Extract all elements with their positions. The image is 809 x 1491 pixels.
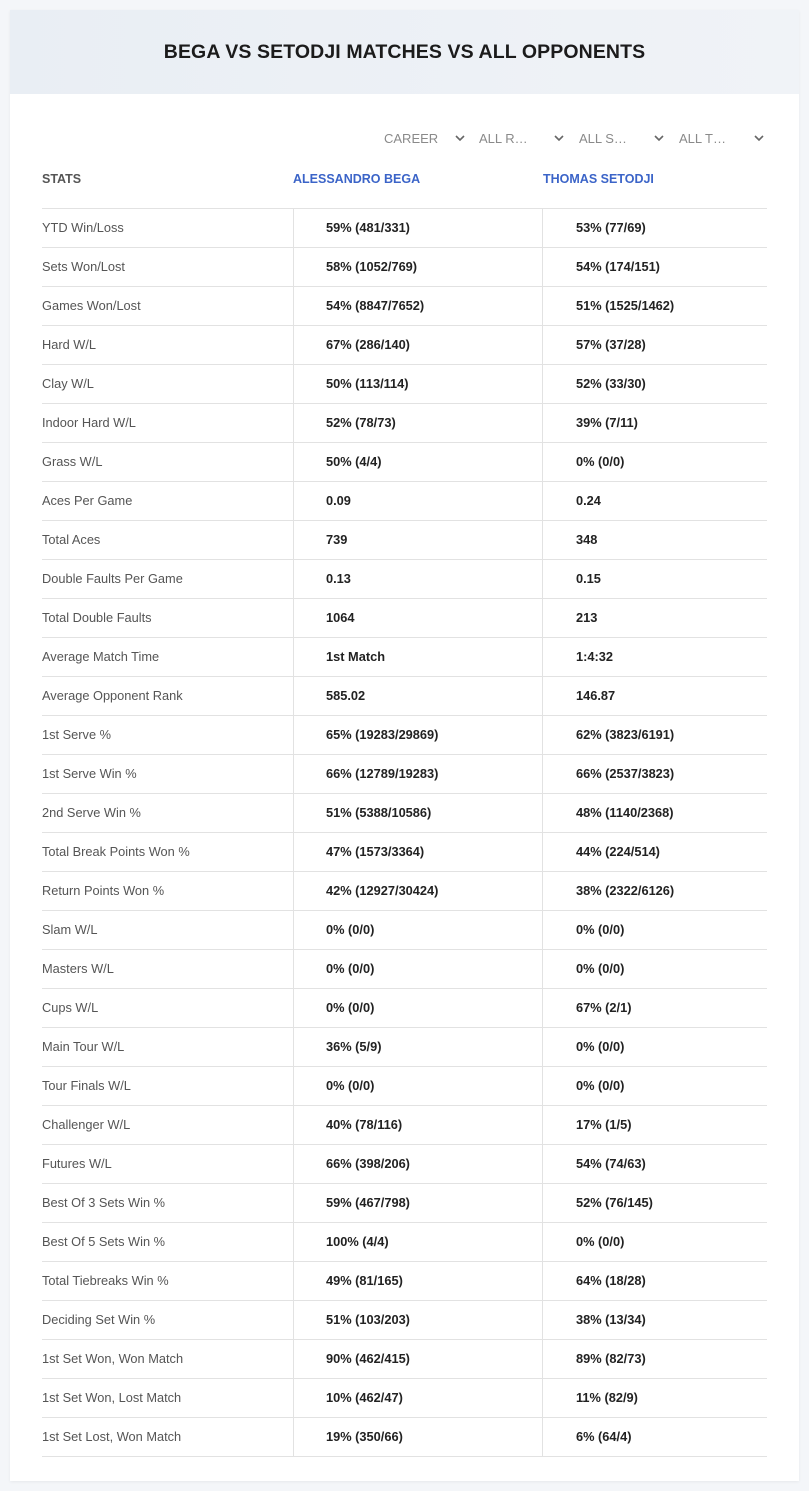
stat-value-setodji: 54% (74/63)	[542, 1145, 767, 1183]
stat-value-bega: 51% (5388/10586)	[293, 794, 543, 832]
player-link-setodji[interactable]: THOMAS SETODJI	[543, 172, 654, 186]
stat-value-bega: 0% (0/0)	[293, 1067, 543, 1105]
stat-value-setodji: 54% (174/151)	[542, 248, 767, 286]
stat-value-setodji: 0.24	[542, 482, 767, 520]
stat-value-bega: 52% (78/73)	[293, 404, 543, 442]
table-row	[42, 521, 767, 560]
stat-value-setodji: 1:4:32	[542, 638, 767, 676]
filter-label: ALL S…	[579, 130, 627, 146]
filter-label: CAREER	[384, 130, 439, 146]
filter-surface-select[interactable]	[579, 128, 665, 148]
stat-value-bega: 47% (1573/3364)	[293, 833, 543, 871]
stat-value-setodji: 0% (0/0)	[542, 443, 767, 481]
table-row	[42, 1184, 767, 1223]
stat-value-setodji: 52% (33/30)	[542, 365, 767, 403]
stat-label: 1st Set Won, Lost Match	[42, 1390, 182, 1405]
stat-value-bega: 58% (1052/769)	[293, 248, 543, 286]
stat-value-setodji: 17% (1/5)	[542, 1106, 767, 1144]
table-row	[42, 716, 767, 755]
stat-value-setodji: 0% (0/0)	[542, 1223, 767, 1261]
stat-value-bega: 42% (12927/30424)	[293, 872, 543, 910]
stats-card	[10, 10, 799, 1481]
stat-value-setodji: 0% (0/0)	[542, 911, 767, 949]
stat-label: Total Aces	[42, 532, 101, 547]
stat-value-bega: 585.02	[293, 677, 543, 715]
stat-value-setodji: 146.87	[542, 677, 767, 715]
stat-label: 1st Set Lost, Won Match	[42, 1429, 182, 1444]
stat-label: Clay W/L	[42, 376, 94, 391]
stat-label: 2nd Serve Win %	[42, 805, 141, 820]
stat-value-setodji: 0% (0/0)	[542, 950, 767, 988]
stat-value-bega: 19% (350/66)	[293, 1418, 543, 1456]
stat-label: Indoor Hard W/L	[42, 415, 136, 430]
stat-label: Total Tiebreaks Win %	[42, 1273, 169, 1288]
stat-value-bega: 0% (0/0)	[293, 989, 543, 1027]
stat-value-bega: 66% (12789/19283)	[293, 755, 543, 793]
table-row	[42, 1262, 767, 1301]
stat-label: 1st Set Won, Won Match	[42, 1351, 184, 1366]
table-row	[42, 638, 767, 677]
stat-value-bega: 40% (78/116)	[293, 1106, 543, 1144]
stat-value-bega: 66% (398/206)	[293, 1145, 543, 1183]
stat-label: Deciding Set Win %	[42, 1312, 156, 1327]
table-row	[42, 989, 767, 1028]
stat-value-bega: 1064	[293, 599, 543, 637]
table-row	[42, 1028, 767, 1067]
table-header	[42, 168, 767, 192]
stat-value-setodji: 38% (2322/6126)	[542, 872, 767, 910]
stat-value-setodji: 52% (76/145)	[542, 1184, 767, 1222]
table-row	[42, 1145, 767, 1184]
stat-value-setodji: 39% (7/11)	[542, 404, 767, 442]
table-row	[42, 209, 767, 248]
stat-label: YTD Win/Loss	[42, 220, 124, 235]
filter-label: ALL T…	[679, 130, 726, 146]
stat-label: Aces Per Game	[42, 493, 133, 508]
stat-value-bega: 0.13	[293, 560, 543, 598]
stat-label: Hard W/L	[42, 337, 97, 352]
stat-value-bega: 1st Match	[293, 638, 543, 676]
column-header-stats: STATS	[42, 172, 82, 186]
stat-label: Total Break Points Won %	[42, 844, 190, 859]
table-row	[42, 950, 767, 989]
stat-value-bega: 50% (4/4)	[293, 443, 543, 481]
stat-label: Total Double Faults	[42, 610, 152, 625]
table-row	[42, 755, 767, 794]
stat-value-setodji: 0% (0/0)	[542, 1067, 767, 1105]
filter-bar	[10, 128, 799, 148]
stat-label: Grass W/L	[42, 454, 103, 469]
page-header	[10, 10, 799, 94]
stat-label: Main Tour W/L	[42, 1039, 125, 1054]
stat-value-bega: 0.09	[293, 482, 543, 520]
stat-value-setodji: 0.15	[542, 560, 767, 598]
stat-label: Average Opponent Rank	[42, 688, 183, 703]
stat-label: 1st Serve Win %	[42, 766, 137, 781]
stat-value-bega: 59% (467/798)	[293, 1184, 543, 1222]
table-row	[42, 560, 767, 599]
stat-value-bega: 59% (481/331)	[293, 209, 543, 247]
stat-label: Futures W/L	[42, 1156, 112, 1171]
chevron-down-icon	[653, 132, 665, 144]
table-row	[42, 677, 767, 716]
stat-value-setodji: 57% (37/28)	[542, 326, 767, 364]
table-row	[42, 1301, 767, 1340]
filter-tournament-select[interactable]	[679, 128, 765, 148]
table-row	[42, 287, 767, 326]
table-row	[42, 404, 767, 443]
stat-label: Best Of 3 Sets Win %	[42, 1195, 166, 1210]
table-row	[42, 1340, 767, 1379]
stat-value-bega: 90% (462/415)	[293, 1340, 543, 1378]
chevron-down-icon	[454, 132, 466, 144]
stat-value-setodji: 0% (0/0)	[542, 1028, 767, 1066]
stat-value-setodji: 213	[542, 599, 767, 637]
table-row	[42, 1067, 767, 1106]
stat-value-setodji: 62% (3823/6191)	[542, 716, 767, 754]
stat-value-bega: 50% (113/114)	[293, 365, 543, 403]
stat-value-setodji: 6% (64/4)	[542, 1418, 767, 1456]
stat-label: Best Of 5 Sets Win %	[42, 1234, 166, 1249]
stat-label: Challenger W/L	[42, 1117, 131, 1132]
stat-label: Slam W/L	[42, 922, 98, 937]
stat-value-setodji: 48% (1140/2368)	[542, 794, 767, 832]
chevron-down-icon	[753, 132, 765, 144]
stats-table	[42, 208, 767, 1457]
table-row	[42, 326, 767, 365]
stat-value-bega: 54% (8847/7652)	[293, 287, 543, 325]
filter-period-select[interactable]	[384, 128, 466, 148]
stat-value-bega: 100% (4/4)	[293, 1223, 543, 1261]
stat-value-bega: 51% (103/203)	[293, 1301, 543, 1339]
filter-label: ALL R…	[479, 130, 528, 146]
stat-value-setodji: 66% (2537/3823)	[542, 755, 767, 793]
stat-value-bega: 65% (19283/29869)	[293, 716, 543, 754]
stat-value-setodji: 38% (13/34)	[542, 1301, 767, 1339]
stat-value-setodji: 51% (1525/1462)	[542, 287, 767, 325]
stat-value-bega: 67% (286/140)	[293, 326, 543, 364]
filter-round-select[interactable]	[479, 128, 565, 148]
stat-value-setodji: 53% (77/69)	[542, 209, 767, 247]
stat-label: Tour Finals W/L	[42, 1078, 131, 1093]
stat-label: Masters W/L	[42, 961, 114, 976]
stat-value-setodji: 89% (82/73)	[542, 1340, 767, 1378]
table-row	[42, 482, 767, 521]
table-row	[42, 1223, 767, 1262]
stat-label: Return Points Won %	[42, 883, 165, 898]
stat-value-setodji: 11% (82/9)	[542, 1379, 767, 1417]
chevron-down-icon	[553, 132, 565, 144]
stat-value-bega: 36% (5/9)	[293, 1028, 543, 1066]
stat-value-bega: 0% (0/0)	[293, 911, 543, 949]
stat-label: 1st Serve %	[42, 727, 111, 742]
stat-value-setodji: 348	[542, 521, 767, 559]
stat-label: Cups W/L	[42, 1000, 99, 1015]
table-row	[42, 1379, 767, 1418]
stat-value-bega: 739	[293, 521, 543, 559]
table-row	[42, 365, 767, 404]
table-row	[42, 794, 767, 833]
stat-label: Sets Won/Lost	[42, 259, 125, 274]
stat-value-setodji: 67% (2/1)	[542, 989, 767, 1027]
table-row	[42, 872, 767, 911]
stat-label: Games Won/Lost	[42, 298, 141, 313]
stat-value-setodji: 44% (224/514)	[542, 833, 767, 871]
table-row	[42, 833, 767, 872]
table-row	[42, 248, 767, 287]
table-row	[42, 1106, 767, 1145]
table-row	[42, 911, 767, 950]
stat-value-bega: 0% (0/0)	[293, 950, 543, 988]
stat-label: Average Match Time	[42, 649, 160, 664]
table-row	[42, 443, 767, 482]
player-link-bega[interactable]: ALESSANDRO BEGA	[293, 172, 421, 186]
stat-value-bega: 10% (462/47)	[293, 1379, 543, 1417]
table-row	[42, 599, 767, 638]
stat-value-bega: 49% (81/165)	[293, 1262, 543, 1300]
page-title: BEGA VS SETODJI MATCHES VS ALL OPPONENTS	[163, 40, 646, 63]
table-row	[42, 1418, 767, 1457]
stat-value-setodji: 64% (18/28)	[542, 1262, 767, 1300]
stat-label: Double Faults Per Game	[42, 571, 183, 586]
